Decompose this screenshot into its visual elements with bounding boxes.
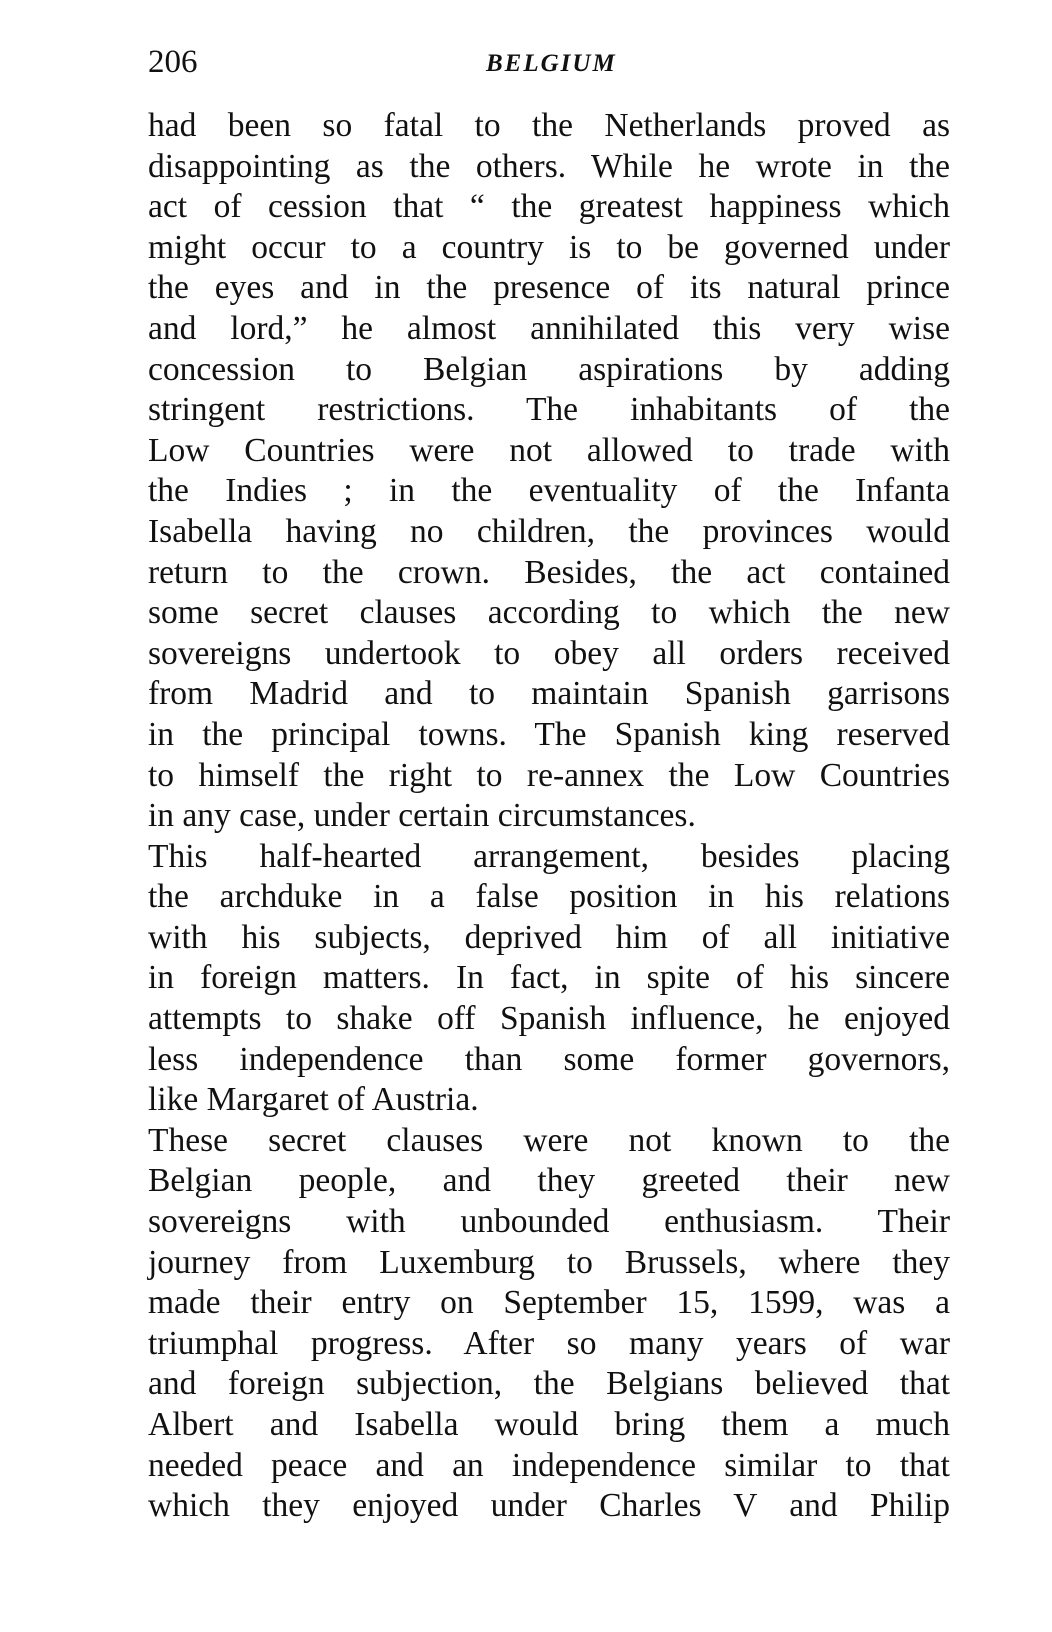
- text-line: with his subjects, deprived him of all initiative: [148, 918, 950, 956]
- page-number: 206: [148, 44, 198, 80]
- text-line: triumphal progress. After so many years of war: [148, 1324, 950, 1362]
- text-line: the Indies ; in the eventuality of the Infanta: [148, 472, 950, 510]
- text-line: This half-hearted arrangement, besides placing: [148, 837, 950, 875]
- text-line: made their entry on September 15, 1599, was a: [148, 1284, 950, 1322]
- text-line: journey from Luxemburg to Brussels, where they: [148, 1243, 950, 1281]
- text-line: Albert and Isabella would bring them a much: [148, 1406, 950, 1443]
- text-line: the archduke in a false position in his relations: [148, 878, 950, 916]
- text-line: sovereigns with unbounded enthusiasm. Their: [148, 1203, 950, 1241]
- text-line: needed peace and an independence similar to that: [148, 1446, 950, 1484]
- text-line: Belgian people, and they greeted their new: [148, 1162, 950, 1200]
- text-line: had been so fatal to the Netherlands proved as: [148, 107, 950, 144]
- text-line: and lord,” he almost annihilated this very wise: [148, 309, 950, 347]
- text-line: disappointing as the others. While he wrote in the: [148, 147, 950, 185]
- text-line: stringent restrictions. The inhabitants of the: [148, 391, 950, 429]
- text-line: These secret clauses were not known to the: [148, 1121, 950, 1159]
- text-line: the eyes and in the presence of its natural prince: [148, 269, 950, 307]
- running-head: [148, 42, 948, 86]
- text-line: less independence than some former governors,: [148, 1040, 950, 1078]
- text-line: to himself the right to re-annex the Low Countries: [148, 756, 950, 794]
- text-line: Isabella having no children, the provinces would: [148, 512, 950, 550]
- text-line: some secret clauses according to which the new: [148, 594, 950, 632]
- text-line: might occur to a country is to be governed under: [148, 228, 950, 266]
- paragraph-1: [148, 106, 950, 837]
- text-line: in any case, under certain circumstances.: [148, 797, 696, 835]
- text-line: act of cession that “ the greatest happiness which: [148, 188, 950, 226]
- text-line: and foreign subjection, the Belgians believed that: [148, 1365, 950, 1403]
- paragraph-2: [148, 837, 950, 1121]
- text-line: like Margaret of Austria.: [148, 1081, 479, 1119]
- text-line: sovereigns undertook to obey all orders received: [148, 634, 950, 672]
- running-title: BELGIUM: [486, 50, 617, 77]
- paragraph-3: [148, 1121, 950, 1527]
- text-line: in the principal towns. The Spanish king reserved: [148, 715, 950, 753]
- text-line: which they enjoyed under Charles V and Philip: [148, 1487, 950, 1525]
- text-line: Low Countries were not allowed to trade with: [148, 431, 950, 469]
- text-line: return to the crown. Besides, the act contained: [148, 553, 950, 591]
- text-line: in foreign matters. In fact, in spite of his sincere: [148, 959, 950, 997]
- text-line: concession to Belgian aspirations by adding: [148, 350, 950, 388]
- text-line: attempts to shake off Spanish influence, he enjoyed: [148, 1000, 950, 1038]
- text-line: from Madrid and to maintain Spanish garrisons: [148, 675, 950, 713]
- body-text: [148, 106, 950, 1527]
